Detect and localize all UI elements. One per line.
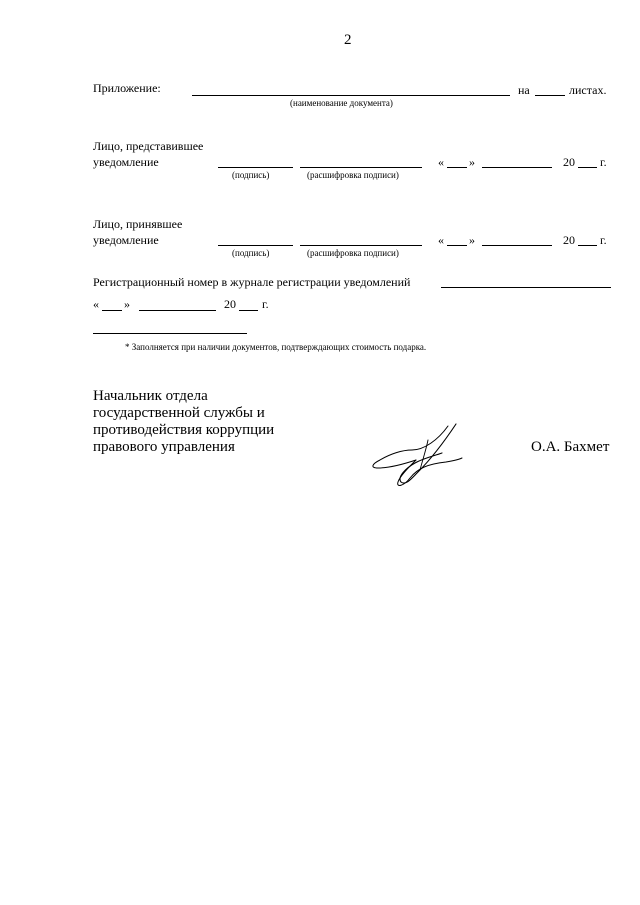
receiver-year-suffix: г.: [600, 233, 607, 247]
signatory-title-line: противодействия коррупции: [93, 422, 275, 438]
presenter-quote-open: «: [438, 155, 444, 169]
receiver-decode-caption: (расшифровка подписи): [307, 248, 399, 258]
signatory-title: [93, 388, 274, 456]
receiver-label-line1: Лицо, принявшее: [93, 217, 183, 231]
receiver-month-line: [482, 245, 552, 246]
handwritten-signature: [368, 420, 466, 492]
presenter-month-line: [482, 167, 552, 168]
receiver-quote-open: «: [438, 233, 444, 247]
attachment-sheets-text: листах.: [569, 83, 607, 97]
registration-year-suffix: г.: [262, 297, 269, 311]
receiver-quote-close: »: [469, 233, 475, 247]
presenter-decode-caption: (расшифровка подписи): [307, 170, 399, 180]
attachment-on-text: на: [518, 83, 530, 97]
presenter-label-line2: уведомление: [93, 155, 159, 169]
receiver-day-line: [447, 245, 467, 246]
attachment-label: Приложение:: [93, 81, 161, 95]
registration-quote-close: »: [124, 297, 130, 311]
registration-quote-open: «: [93, 297, 99, 311]
page-number: 2: [344, 32, 352, 48]
presenter-quote-close: »: [469, 155, 475, 169]
receiver-signature-line: [218, 245, 293, 246]
registration-label: Регистрационный номер в журнале регистрации уведомлений: [93, 275, 411, 289]
receiver-sign-caption: (подпись): [232, 248, 270, 258]
registration-number-line: [441, 287, 611, 288]
attachment-doc-caption: (наименование документа): [290, 98, 393, 108]
presenter-label-line1: Лицо, представившее: [93, 139, 204, 153]
signatory-title-line: государственной службы и: [93, 405, 265, 421]
presenter-decode-line: [300, 167, 422, 168]
attachment-doc-line: [192, 95, 510, 96]
presenter-year-line: [578, 167, 597, 168]
registration-month-line: [139, 310, 216, 311]
presenter-signature-line: [218, 167, 293, 168]
presenter-year-suffix: г.: [600, 155, 607, 169]
receiver-year-prefix: 20: [563, 233, 575, 247]
registration-year-prefix: 20: [224, 297, 236, 311]
registration-year-line: [239, 310, 258, 311]
footnote-text: * Заполняется при наличии документов, подтверждающих стоимость подарка.: [125, 342, 427, 352]
registration-day-line: [102, 310, 122, 311]
signatory-title-line: правового управления: [93, 439, 235, 455]
footnote-separator: [93, 333, 247, 334]
receiver-label-line2: уведомление: [93, 233, 159, 247]
attachment-sheets-line: [535, 95, 565, 96]
signatory-name: О.А. Бахмет: [531, 439, 610, 455]
presenter-day-line: [447, 167, 467, 168]
receiver-year-line: [578, 245, 597, 246]
presenter-year-prefix: 20: [563, 155, 575, 169]
receiver-decode-line: [300, 245, 422, 246]
presenter-sign-caption: (подпись): [232, 170, 270, 180]
signatory-title-line: Начальник отдела: [93, 388, 208, 404]
